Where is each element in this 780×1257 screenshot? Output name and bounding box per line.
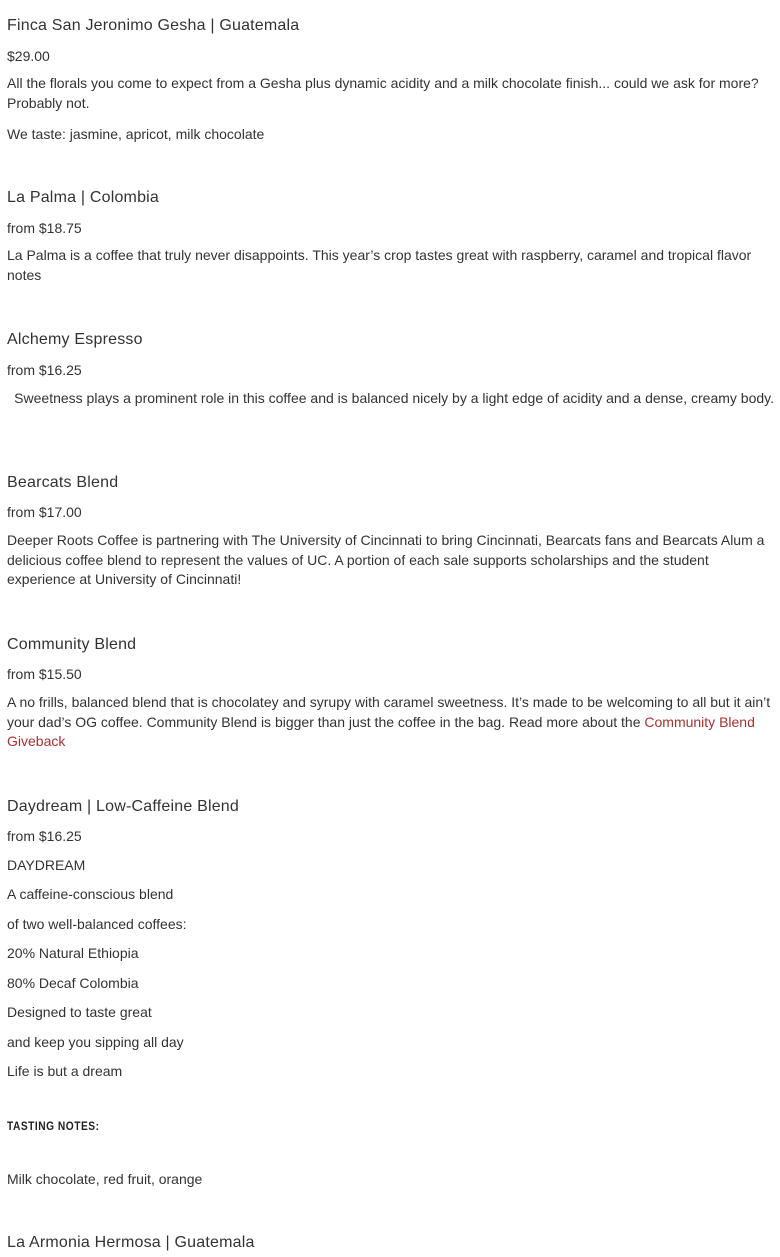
product-description: Sweetness plays a prominent role in this coffee and is balanced nicely by a light edge of acidity and a dense, creamy body. bbox=[14, 390, 774, 406]
product-price: from $15.50 bbox=[7, 666, 82, 682]
description-line: A caffeine-conscious blend bbox=[7, 886, 174, 902]
product-price: from $18.75 bbox=[7, 220, 82, 236]
community-blend-giveback-link[interactable]: Community Blend Giveback bbox=[7, 713, 755, 749]
product-title[interactable]: Bearcats Blend bbox=[7, 474, 119, 491]
description-line: of two well-balanced coffees: bbox=[7, 916, 187, 932]
product-card bbox=[7, 188, 774, 283]
product-card bbox=[7, 797, 774, 1187]
product-card bbox=[7, 330, 774, 406]
product-description: Deeper Roots Coffee is partnering with The University of Cincinnati to bring Cincinnati, Bearcats fans and Bearcats Alum a delicious coffee blend to represent the values of UC. A portion of each sale supports scholarships and the student experience at University of Cincinnati! bbox=[7, 532, 765, 587]
tasting-notes: Milk chocolate, red fruit, orange bbox=[7, 1171, 203, 1187]
product-price: from $17.00 bbox=[7, 504, 82, 520]
description-line: Designed to taste great bbox=[7, 1004, 152, 1020]
product-card bbox=[7, 1233, 774, 1253]
product-description bbox=[7, 693, 780, 752]
product-title[interactable]: Daydream | Low-Caffeine Blend bbox=[7, 798, 240, 815]
product-price: from $16.25 bbox=[7, 362, 82, 378]
product-price: $29.00 bbox=[7, 48, 50, 64]
product-title[interactable]: Community Blend bbox=[7, 636, 137, 653]
product-title[interactable]: Finca San Jeronimo Gesha | Guatemala bbox=[7, 17, 300, 34]
product-description: All the florals you come to expect from a Gesha plus dynamic acidity and a milk chocolate finish... could we ask for more? Probably not. bbox=[7, 75, 759, 111]
product-title[interactable]: La Armonia Hermosa | Guatemala bbox=[7, 1234, 255, 1251]
product-card bbox=[7, 635, 774, 749]
product-card bbox=[7, 16, 774, 142]
tasting-notes-heading: TASTING NOTES: bbox=[7, 1119, 100, 1133]
product-description: La Palma is a coffee that truly never disappoints. This year’s crop tastes great with raspberry, caramel and tropical flavor notes bbox=[7, 247, 752, 283]
description-text: A no frills, balanced blend that is chocolatey and syrupy with caramel sweetness. It’s made to be welcoming to all but it ain’t your dad’s OG coffee. Community Blend is bigger than just the coffee in the bag. Read more about the bbox=[7, 694, 771, 730]
product-card bbox=[7, 473, 774, 587]
description-line: and keep you sipping all day bbox=[7, 1034, 184, 1050]
description-line: 20% Natural Ethiopia bbox=[7, 945, 139, 961]
description-line: DAYDREAM bbox=[7, 857, 86, 873]
description-line: Life is but a dream bbox=[7, 1063, 123, 1079]
description-line: 80% Decaf Colombia bbox=[7, 975, 139, 991]
product-tasting-notes: We taste: jasmine, apricot, milk chocolate bbox=[7, 126, 265, 142]
product-price: from $16.25 bbox=[7, 828, 82, 844]
product-title[interactable]: Alchemy Espresso bbox=[7, 331, 143, 348]
product-title[interactable]: La Palma | Colombia bbox=[7, 189, 160, 206]
